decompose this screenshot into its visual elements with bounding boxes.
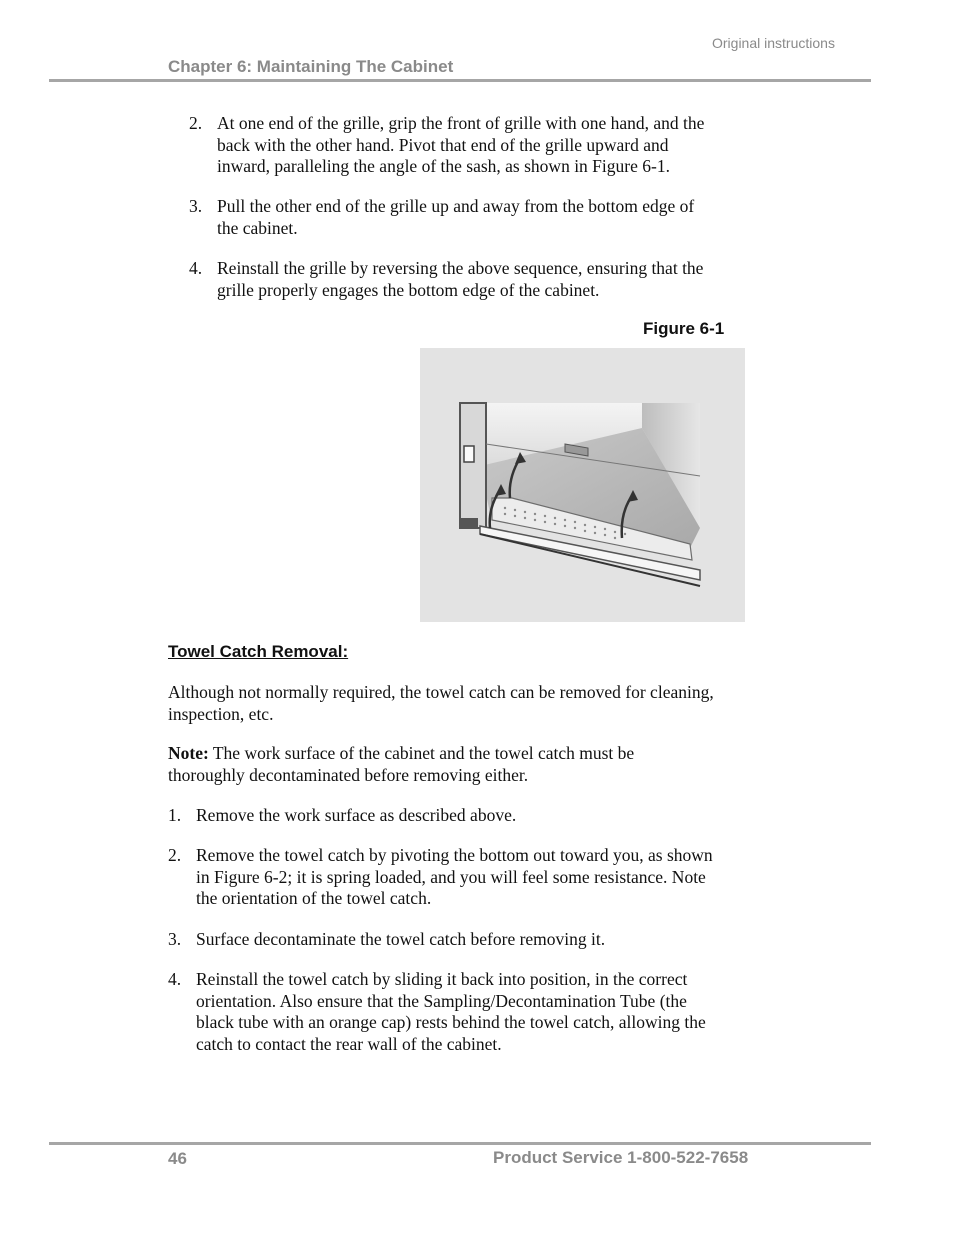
grille-removal-illustration <box>420 348 745 622</box>
step-number: 3. <box>168 929 182 949</box>
footer-rule <box>49 1142 871 1145</box>
step-number: 4. <box>168 969 182 989</box>
section-title: Towel Catch Removal: <box>168 642 349 661</box>
figure-caption: Figure 6-1 <box>643 319 725 338</box>
step-number: 2. <box>168 845 182 865</box>
step-text: Reinstall the towel catch by sliding it back into position, in the correct orientation. Also ensure that the Sampling/Decontamination Tube (the black tube with an orange cap) rests behind the towel catch, allowing the catch to contact the rear wall of the cabinet. <box>196 969 706 1054</box>
step-text: Reinstall the grille by reversing the above sequence, ensuring that the grille properly engages the bottom edge of the cabinet. <box>217 258 704 300</box>
header-note: Original instructions <box>712 35 835 51</box>
sash-foot <box>460 518 478 528</box>
step-text: Surface decontaminate the towel catch before removing it. <box>196 929 606 949</box>
header-rule <box>49 79 871 82</box>
note-paragraph: Note: The work surface of the cabinet and the towel catch must be thoroughly decontaminated before removing either. <box>168 743 635 785</box>
note-label: Note: <box>168 743 209 763</box>
step-number: 2. <box>189 113 203 133</box>
step-number: 4. <box>189 258 203 278</box>
chapter-title: Chapter 6: Maintaining The Cabinet <box>168 57 454 76</box>
step-text: Remove the work surface as described above. <box>196 805 517 825</box>
step-text: Pull the other end of the grille up and away from the bottom edge of the cabinet. <box>217 196 695 238</box>
product-service-phone: Product Service 1-800-522-7658 <box>493 1148 749 1167</box>
step-text: At one end of the grille, grip the front of grille with one hand, and the back with the other hand. Pivot that end of the grille upward and inward, paralleling the angle of the sash, as shown in Figure 6-1. <box>217 113 705 176</box>
step-number: 1. <box>168 805 182 825</box>
intro-paragraph: Although not normally required, the towel catch can be removed for cleaning, inspection, etc. <box>168 682 714 724</box>
sash-handle <box>464 446 474 462</box>
sash-frame <box>460 403 486 528</box>
page-number: 46 <box>168 1149 187 1168</box>
step-text: Remove the towel catch by pivoting the bottom out toward you, as shown in Figure 6-2; it is spring loaded, and you will feel some resistance. Note the orientation of the towel catch. <box>196 845 713 908</box>
step-number: 3. <box>189 196 203 216</box>
